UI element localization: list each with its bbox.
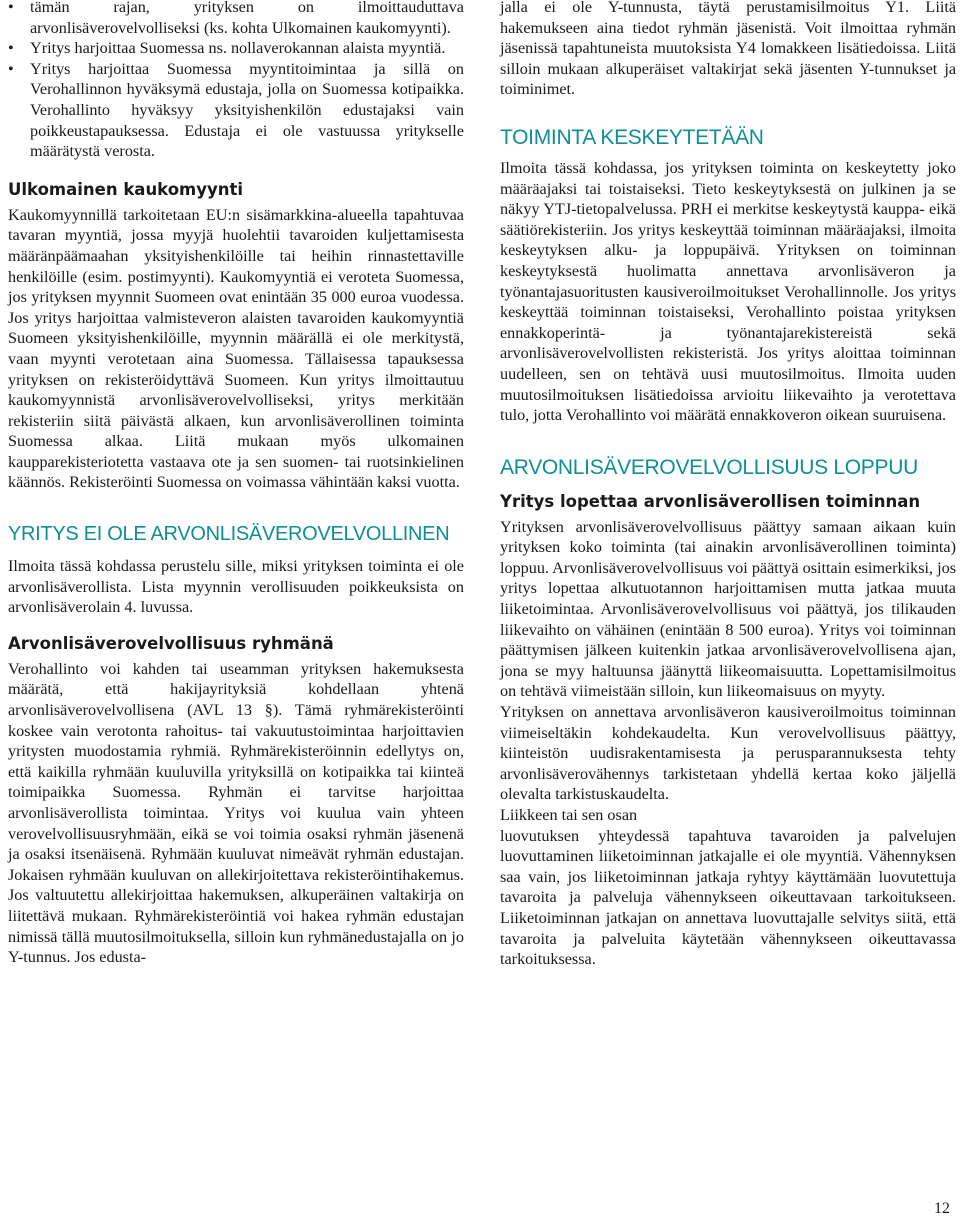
- subheading-ulkomainen-kaukomyynti: Ulkomainen kaukomyynti: [8, 179, 244, 199]
- paragraph-lopettaa-3: Liikkeen tai sen osan: [500, 806, 638, 824]
- page-number: 12: [934, 1200, 950, 1217]
- paragraph-lopettaa-1: Yrityksen arvonlisäverovelvollisuus päättyy samaan aikaan kuin yrityksen koko toiminta (tai ainakin arvonlisäverollinen toiminta) loppuu. Arvonlisäverovelvollisuus voi päättyä osittain esimerkiksi, jos yritys lopettaa alkutuotannon harjoittamisen mutta jatkaa muuta liiketoimintaa. Arvonlisäverovelvollisuus voi päättyä, jos tilikauden liikevaihto on vähäinen (enintään 8 500 euroa). Yritys voi toiminnan päättymisen jälkeen kuitenkin jatkaa arvonlisäverovelvollisena ajan, jona se myy haltuunsa jäänyttä liikeomaisuutta. Lopettamisilmoitus on tehtävä viimeistään silloin, kun liikeomaisuus on myyty.: [500, 517, 956, 701]
- right-column: [500, 0, 956, 970]
- bullet-list: [8, 0, 464, 162]
- bullet-item: • Yritys harjoittaa Suomessa ns. nollaverokannan alaista myyntiä.: [8, 38, 464, 59]
- paragraph-continuation: jalla ei ole Y-tunnusta, täytä perustamisilmoitus Y1. Liitä hakemukseen aina tiedot ryhmän jäsenistä. Voit ilmoittaa ryhmän jäsenissä tapahtuneista muutoksista Y4 lomakkeen lisätiedoissa. Liitä silloin mukaan alkuperäiset valtakirjat sekä jäsenten Y-tunnukset ja toiminimet.: [500, 0, 956, 99]
- paragraph-toiminta-keskeytetaan: Ilmoita tässä kohdassa, jos yrityksen toiminta on keskeytetty joko määräajaksi tai toistaiseksi. Tieto keskeytyksestä on julkinen ja se näkyy YTJ-tietopalvelussa. PRH ei merkitse keskeytystä kauppa- eikä säätiörekisteriin. Jos yritys keskeyttää toiminnan määräajaksi, ilmoita keskeytyksen alku- ja loppupäivä. Yrityksen on toiminnan keskeytyksestä huolimatta annettava arvonlisäveron ja työnantajasuoritusten kausiveroilmoitukset Verohallinnolle. Jos yritys keskeyttää toiminnan toistaiseksi, Verohallinto poistaa yrityksen ennakkoperintä- ja työnantajarekistereistä sekä arvonlisäverovelvollisten rekisteristä. Jos yritys aloittaa toiminnan uudelleen, sen on tehtävä uusi muutosilmoitus. Ilmoita uuden muutosilmoituksen lisätiedoissa arvioitu liikevaihto ja verotettava tulo, jotta Verohallinto voi määrätä ennakkoveron oikean suuruisena.: [500, 158, 956, 425]
- paragraph-lopettaa-4: luovutuksen yhteydessä tapahtuva tavaroiden ja palvelujen luovuttaminen liiketoiminnan jatkajalle ei ole myyntiä. Vähennyksen saa vain, jos liiketoiminnan jatkaja ryhtyy käyttämään luovutettuja tavaroita ja palveluja vähennykseen oikeuttavaan tarkoitukseen. Liiketoiminnan jatkajan on annettava luovuttajalle selvitys siitä, että tavaroita ja palveluita käytetään vähennykseen oikeuttavassa tarkoituksessa.: [500, 826, 956, 969]
- paragraph-ulkomainen-kaukomyynti: Kaukomyynnillä tarkoitetaan EU:n sisämarkkina-alueella tapahtuvaa tavaran myyntiä, jossa myyjä huolehtii tavaroiden kuljettamisesta määränpäämaahan yksityishenkilöille tai heihin rinnastettaville henkilöille (esim. postimyynti). Kaukomyyntiä ei veroteta Suomessa, jos yrityksen myynnit Suomeen ovat enintään 35 000 euroa vuodessa. Jos yritys harjoittaa valmisteveron alaisten tavaroiden kaukomyyntiä Suomeen yksityishenkilöille, myynnin määrällä ei ole merkitystä, vaan myynti verotetaan aina Suomessa. Tällaisessa tapauksessa yrityksen on rekisteröidyttävä Suomeen. Kun yritys ilmoittautuu kaukomyynnistä arvonlisäverovelvolliseksi, yritys merkitään rekisteriin siitä päivästä alkaen, kun arvonlisäverollinen toiminta Suomessa alkaa. Liitä mukaan myös ulkomainen kaupparekisteriotetta vastaava ote ja sen suomen- tai ruotsinkielinen käännös. Rekisteröinti Suomessa on voimassa vähintään kaksi vuotta.: [8, 205, 464, 492]
- subheading-ryhmana: Arvonlisäverovelvollisuus ryhmänä: [8, 633, 334, 653]
- bullet-item: • tämän rajan, yrityksen on ilmoittauduttava arvonlisäverovelvolliseksi (ks. kohta Ulkomainen kaukomyynti).: [8, 0, 464, 38]
- section-heading-loppuu: ARVONLISÄVEROVELVOLLISUUS LOPPUU: [500, 455, 918, 479]
- bullet-item: • Yritys harjoittaa Suomessa myyntitoimintaa ja sillä on Verohallinnon hyväksymä edustaja, jolla on Suomessa kotipaikka. Verohallinto hyväksyy yksityishenkilön edustajaksi vain poikkeustapauksessa. Edustaja ei ole vastuussa yritykselle määrätystä verosta.: [8, 59, 464, 162]
- section-heading-yritys-ei-ole: YRITYS EI OLE ARVONLISÄVEROVELVOLLINEN: [8, 523, 450, 546]
- left-column: [8, 0, 464, 968]
- paragraph-lopettaa-2: Yrityksen on annettava arvonlisäveron kausiveroilmoitus toiminnan viimeiseltäkin kohdekaudelta. Kun verovelvollisuus päättyy, kiinteistön uudisrakentamisesta ja perusparannuksesta tehty arvonlisäverovähennys tarkistetaan yhdellä kertaa koko jäljellä olevalta tarkistuskaudelta.: [500, 703, 956, 804]
- subheading-lopettaa: Yritys lopettaa arvonlisäverollisen toiminnan: [500, 491, 921, 511]
- section-heading-toiminta-keskeytetaan: TOIMINTA KESKEYTETÄÄN: [500, 125, 764, 149]
- paragraph-ryhmana: Verohallinto voi kahden tai useamman yrityksen hakemuksesta määrätä, että hakijayrityksiä kohdellaan yhtenä arvonlisäverovelvollisena (AVL 13 §). Tämä ryhmärekisteröinti koskee vain verotonta rahoitus- tai vakuutustoimintaa harjoittavien yritysten muodostamia ryhmiä. Ryhmärekisteröinnin edellytys on, että kaikilla ryhmään kuuluvilla yrityksillä on kotipaikka tai kiinteä toimipaikka Suomessa. Ryhmän ei tarvitse harjoittaa arvonlisäverollista toimintaa. Yritys voi kuulua vain yhteen verovelvollisuusryhmään, eikä se voi toimia osaksi ryhmän jäsenenä ja osaksi itsenäisenä. Ryhmään kuuluvat nimeävät ryhmän edustajan. Jokaisen ryhmään kuuluvan on allekirjoitettava rekisteröintihakemus. Jos valtuutettu allekirjoittaa hakemuksen, alkuperäinen valtakirja on liitettävä mukaan. Ryhmärekisteröintiä voi hakea ryhmän edustajan nimissä tällä muutosilmoituksella, silloin kun ryhmänedustajalla on jo Y-tunnus. Jos edusta-: [8, 659, 464, 967]
- paragraph-yritys-ei-ole: Ilmoita tässä kohdassa perustelu sille, miksi yrityksen toiminta ei ole arvonlisäverollista. Lista myynnin verollisuuden poikkeuksista on arvonlisäverolain 4. luvussa.: [8, 557, 464, 617]
